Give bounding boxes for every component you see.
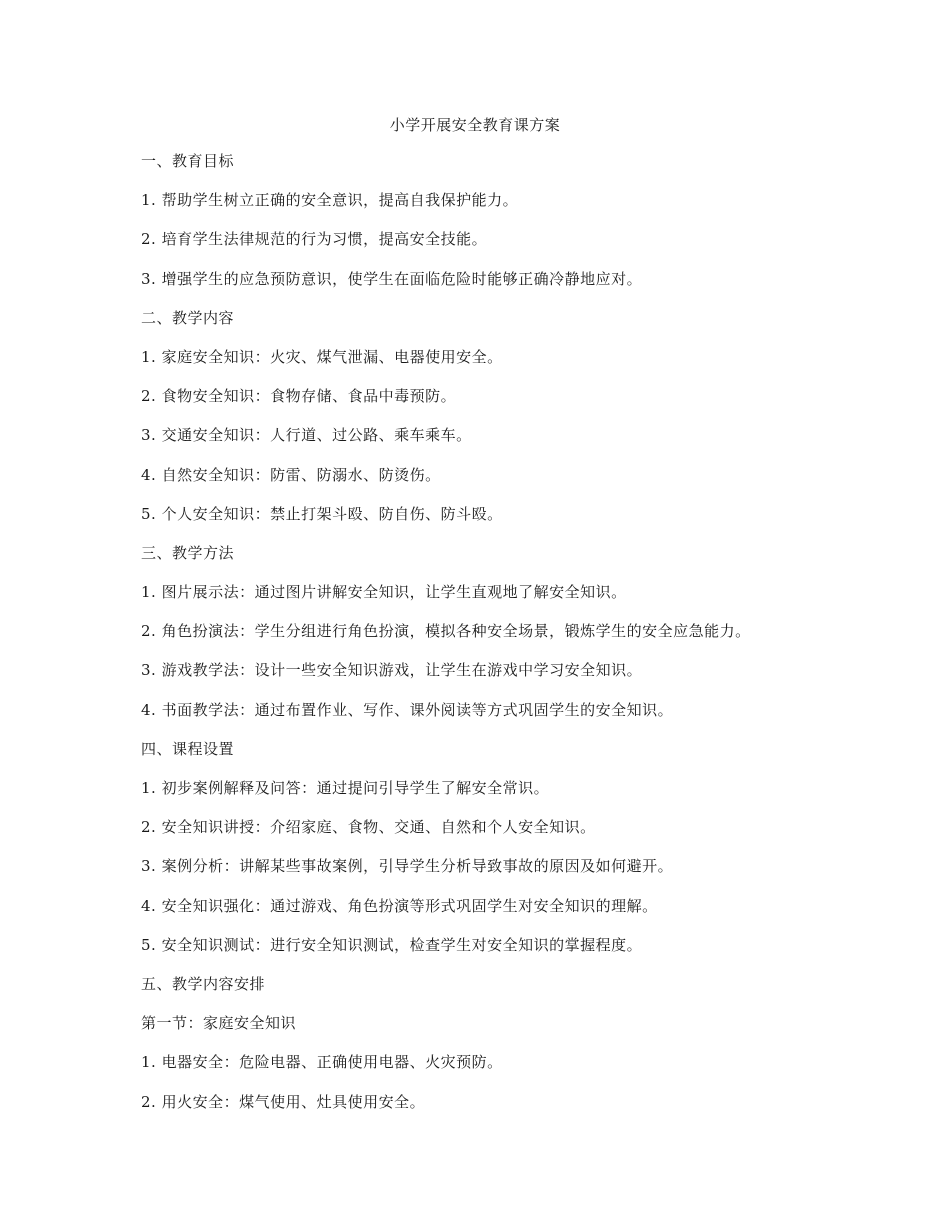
document-body	[141, 149, 841, 1129]
section-heading: 三、教学方法	[141, 543, 235, 562]
list-item: 3. 游戏教学法：设计一些安全知识游戏，让学生在游戏中学习安全知识。	[141, 661, 643, 680]
list-item: 3. 案例分析：讲解某些事故案例，引导学生分析导致事故的原因及如何避开。	[141, 857, 674, 876]
list-item: 1. 帮助学生树立正确的安全意识，提高自我保护能力。	[141, 191, 519, 210]
subsection-heading: 第一节：家庭安全知识	[141, 1014, 297, 1033]
section-heading: 二、教学内容	[141, 308, 235, 327]
list-item: 4. 安全知识强化：通过游戏、角色扮演等形式巩固学生对安全知识的理解。	[141, 896, 658, 915]
section-heading: 五、教学内容安排	[141, 974, 266, 993]
section-heading: 一、教育目标	[141, 152, 235, 170]
list-item: 1. 初步案例解释及问答：通过提问引导学生了解安全常识。	[141, 779, 550, 797]
list-item: 2. 用火安全：煤气使用、灶具使用安全。	[141, 1092, 426, 1111]
list-item: 1. 图片展示法：通过图片讲解安全知识，让学生直观地了解安全知识。	[141, 583, 627, 602]
section-heading: 四、课程设置	[141, 739, 235, 758]
list-item: 5. 安全知识测试：进行安全知识测试，检查学生对安全知识的掌握程度。	[141, 935, 643, 954]
list-item: 1. 电器安全：危险电器、正确使用电器、火灾预防。	[141, 1053, 503, 1072]
list-item: 3. 交通安全知识：人行道、过公路、乘车乘车。	[141, 426, 472, 445]
list-item: 2. 食物安全知识：食物存储、食品中毒预防。	[141, 387, 457, 406]
list-item: 3. 增强学生的应急预防意识，使学生在面临危险时能够正确冷静地应对。	[141, 269, 643, 288]
list-item: 4. 书面教学法：通过布置作业、写作、课外阅读等方式巩固学生的安全知识。	[141, 700, 674, 719]
list-item: 4. 自然安全知识：防雷、防溺水、防烫伤。	[141, 465, 441, 484]
list-item: 5. 个人安全知识：禁止打架斗殴、防自伤、防斗殴。	[141, 504, 503, 523]
list-item: 2. 培育学生法律规范的行为习惯，提高安全技能。	[141, 230, 488, 249]
list-item: 2. 安全知识讲授：介绍家庭、食物、交通、自然和个人安全知识。	[141, 818, 596, 837]
document-title: 小学开展安全教育课方案	[389, 116, 561, 134]
list-item: 1. 家庭安全知识：火灾、煤气泄漏、电器使用安全。	[141, 347, 503, 366]
list-item: 2. 角色扮演法：学生分组进行角色扮演，模拟各种安全场景，锻炼学生的安全应急能力。	[141, 622, 751, 641]
